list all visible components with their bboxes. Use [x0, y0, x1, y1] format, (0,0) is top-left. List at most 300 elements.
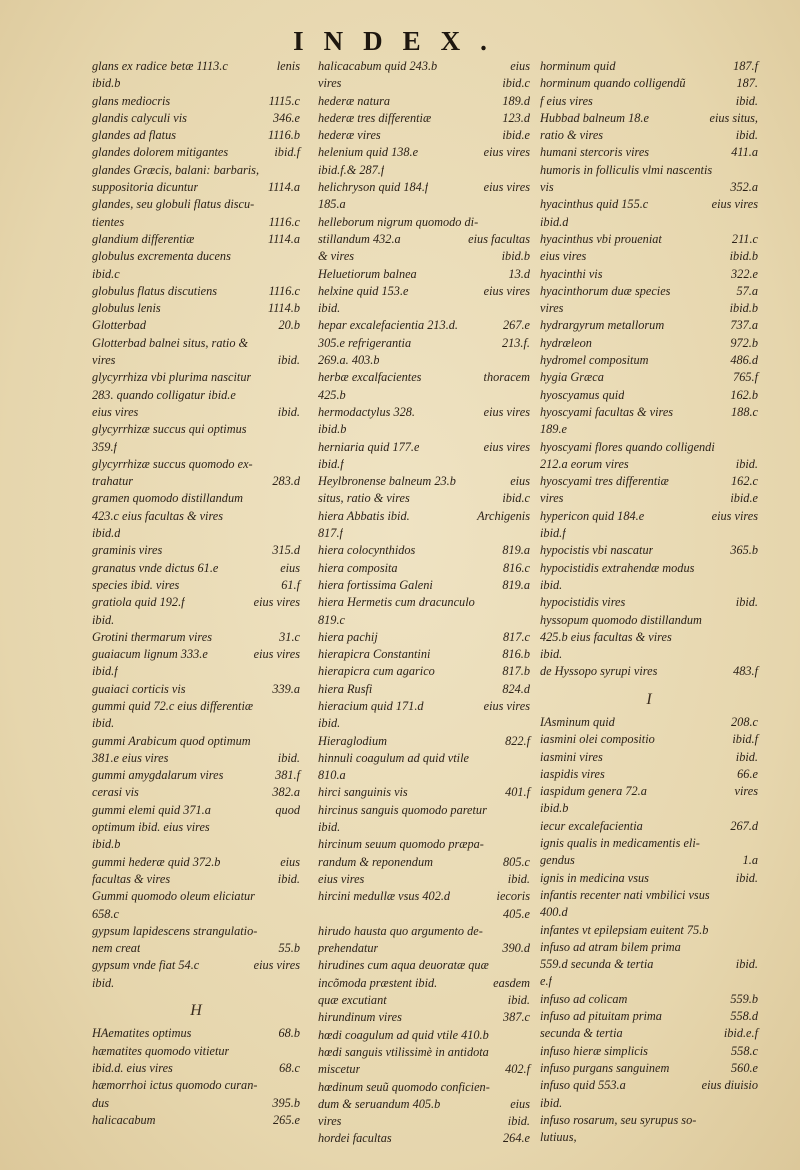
entry-text: ibid. [318, 820, 341, 835]
entry-text: ibid. [92, 716, 115, 731]
entry-text: gummi elemi quid 371.a [92, 802, 211, 817]
entry-reference: 387.c [503, 1010, 530, 1025]
index-entry [92, 715, 300, 732]
index-entry [92, 836, 300, 853]
index-entry [318, 819, 530, 836]
entry-text: 269.a. 403.b [318, 353, 380, 368]
entry-text: horminum quando colligendũ [540, 76, 686, 91]
entry-text: 305.e refrigerantia [318, 335, 412, 350]
entry-text: hyoscyami facultas & vires [540, 404, 674, 419]
entry-text: helichryson quid 184.f [318, 180, 429, 195]
entry-text: 425.b eius facultas & vires [540, 629, 672, 644]
index-entry [92, 335, 300, 352]
index-entry [318, 940, 530, 957]
index-entry [92, 144, 300, 161]
entry-reference: 1114.a [268, 231, 300, 246]
index-entry [318, 473, 530, 490]
index-entry [318, 317, 530, 334]
entry-text: ibid.b [92, 76, 121, 91]
entry-reference: 486.d [730, 353, 758, 368]
index-entry [318, 162, 530, 179]
index-entry [540, 231, 758, 248]
index-entry [92, 214, 300, 231]
entry-reference: ibid.c [502, 491, 530, 506]
index-entry [540, 144, 758, 161]
index-entry [540, 179, 758, 196]
entry-text: iaspidis vires [540, 766, 605, 781]
entry-text: hermodactylus 328. [318, 404, 415, 419]
entry-reference: ibid. [735, 957, 758, 972]
entry-text: 283. quando colligatur ibid.e [92, 387, 236, 402]
entry-text: IAsminum quid [540, 714, 615, 729]
entry-text: Glotterbad [92, 318, 146, 333]
entry-reference: 822.f [505, 733, 530, 748]
index-entry [92, 93, 300, 110]
entry-text: hypocistis vbi nascatur [540, 543, 654, 558]
index-entry [92, 456, 300, 473]
entry-text: hiera pachij [318, 629, 378, 644]
index-entry [92, 646, 300, 663]
index-entry [540, 335, 758, 352]
entry-reference: 1116.c [268, 283, 300, 298]
entry-reference: 187.f [733, 59, 758, 73]
entry-text: stillandum 432.a [318, 231, 401, 246]
index-entry [92, 698, 300, 715]
entry-text: hirundinum vires [318, 1010, 402, 1025]
index-entry [540, 612, 758, 629]
section-letter: H [190, 1002, 202, 1020]
entry-reference: ibid. [735, 128, 758, 143]
entry-text: hinnuli coagulum ad quid vtile [318, 750, 469, 765]
index-entry [92, 923, 300, 940]
index-entry [540, 1095, 758, 1112]
index-entry [318, 387, 530, 404]
index-entry [540, 1008, 758, 1025]
index-entry [92, 317, 300, 334]
entry-reference: 213.f. [501, 335, 530, 350]
entry-text: 212.a eorum vires [540, 456, 629, 471]
entry-reference: ibid. [735, 749, 758, 764]
index-entry [318, 681, 530, 698]
entry-text: dum & seruandum 405.b [318, 1096, 441, 1111]
entry-text: eius vires [318, 871, 365, 886]
entry-reference: ibid. [277, 750, 300, 765]
index-entry [92, 127, 300, 144]
index-entry [318, 127, 530, 144]
entry-text: 425.b [318, 387, 346, 402]
entry-reference: 339.a [272, 681, 300, 696]
entry-text: ibid.c [92, 266, 120, 281]
entry-text: secunda & tertia [540, 1026, 623, 1041]
entry-reference: 1114.b [268, 301, 300, 316]
entry-text: gummi hederæ quid 372.b [92, 854, 221, 869]
index-entry [92, 369, 300, 386]
index-entry [92, 560, 300, 577]
entry-text: glandes, seu globuli flatus discu- [92, 197, 255, 212]
entry-text: 189.e [540, 422, 567, 437]
entry-text: hederæ natura [318, 93, 391, 108]
entry-reference: 737.a [730, 318, 758, 333]
entry-text: eius vires [540, 249, 587, 264]
entry-reference: eius [510, 474, 530, 489]
entry-reference: eius vires [483, 404, 530, 419]
index-entry [318, 646, 530, 663]
index-entry [92, 629, 300, 646]
index-entry [318, 612, 530, 629]
entry-text: hepar excalefacientia 213.d. [318, 318, 459, 333]
entry-text: 810.a [318, 768, 346, 783]
entry-text: ibid.f.& 287.f [318, 162, 385, 177]
entry-text: ibid.f [540, 526, 566, 541]
entry-text: glans mediocris [92, 93, 171, 108]
index-entry [540, 93, 758, 110]
entry-text: iecur excalefacientia [540, 818, 643, 833]
index-entry [318, 335, 530, 352]
entry-text: glycyrrhizæ succus quomodo ex- [92, 456, 253, 471]
index-entry [92, 439, 300, 456]
index-entry [540, 714, 758, 731]
entry-text: hordei facultas [318, 1131, 392, 1146]
entry-reference: ibid.e.f [723, 1026, 758, 1041]
index-entry [540, 404, 758, 421]
entry-reference: ibid.b [501, 249, 530, 264]
entry-text: 359.f [92, 439, 117, 454]
index-entry [92, 663, 300, 680]
entry-text: hierapicra Constantini [318, 647, 431, 662]
entry-text: infuso purgans sanguinem [540, 1060, 670, 1075]
entry-text: facultas & vires [92, 871, 171, 886]
index-entry [318, 248, 530, 265]
index-entry [92, 1112, 300, 1129]
entry-text: ibid.d [540, 214, 569, 229]
entry-text: hyoscyami tres differentiæ [540, 474, 669, 489]
entry-text: Hubbad balneum 18.e [540, 110, 649, 125]
entry-reference: ibid.f [274, 145, 300, 160]
index-entry [318, 1130, 530, 1147]
index-entry [92, 490, 300, 507]
entry-text: cerasi vis [92, 785, 139, 800]
entry-reference: 1115.c [268, 93, 300, 108]
index-entry [92, 906, 300, 923]
entry-text: hœdi sanguis vtilissimè in antidota [318, 1044, 489, 1059]
index-column-2 [318, 58, 530, 1148]
entry-reference: vires [734, 784, 758, 799]
index-entry [540, 870, 758, 887]
entry-text: glandis calyculi vis [92, 110, 187, 125]
entry-reference: 805.c [503, 854, 530, 869]
index-entry [540, 800, 758, 817]
entry-reference: eius vires [483, 283, 530, 298]
entry-text: ibid. [318, 716, 341, 731]
entry-text: 819.c [318, 612, 345, 627]
index-column-3 [540, 58, 758, 1146]
index-entry [92, 75, 300, 92]
index-entry [318, 663, 530, 680]
entry-text: helleborum nigrum quomodo di- [318, 214, 479, 229]
index-entry [92, 975, 300, 992]
entry-reference: 322.e [731, 266, 758, 281]
entry-text: iaspidum genera 72.a [540, 784, 647, 799]
index-entry [540, 1025, 758, 1042]
index-entry [318, 1027, 530, 1044]
index-entry [540, 766, 758, 783]
index-entry [318, 214, 530, 231]
entry-text: halicacabum quid 243.b [318, 59, 438, 73]
index-entry [318, 1044, 530, 1061]
entry-text: 185.a [318, 197, 346, 212]
entry-text: glandes ad flatus [92, 128, 177, 143]
entry-text: HAematites optimus [92, 1026, 192, 1041]
entry-text: vires [540, 491, 564, 506]
entry-reference: 1116.b [268, 128, 300, 143]
index-entry [92, 404, 300, 421]
entry-text: hiera Rusfi [318, 681, 373, 696]
entry-text: Grotini thermarum vires [92, 629, 213, 644]
entry-reference: ibid.e [502, 128, 530, 143]
entry-text: infuso ad atram bilem prima [540, 939, 681, 954]
entry-text: hyoscyamus quid [540, 387, 625, 402]
index-column-1 [92, 58, 300, 1129]
index-entry [318, 629, 530, 646]
index-entry [318, 1096, 530, 1113]
entry-reference: eius situs, [709, 110, 758, 125]
entry-text: globulus excrementa ducens [92, 249, 231, 264]
index-entry [540, 317, 758, 334]
entry-reference: ibid.f [732, 732, 758, 747]
entry-text: miscetur [318, 1062, 361, 1077]
entry-text: granatus vnde dictus 61.e [92, 560, 219, 575]
entry-text: infuso quid 553.a [540, 1078, 626, 1093]
index-entry [318, 283, 530, 300]
entry-reference: 816.c [503, 560, 530, 575]
entry-text: infuso ad pituitam prima [540, 1009, 662, 1024]
entry-text: vires [92, 353, 116, 368]
entry-text: gummi amygdalarum vires [92, 768, 224, 783]
index-entry [318, 733, 530, 750]
entry-reference: ibid. [735, 870, 758, 885]
index-entry [540, 731, 758, 748]
index-entry [92, 300, 300, 317]
entry-reference: 188.c [731, 404, 758, 419]
entry-text: ibid.b [318, 422, 347, 437]
entry-text: Glotterbad balnei situs, ratio & [92, 335, 249, 350]
entry-text: hirci sanguinis vis [318, 785, 408, 800]
entry-reference: eius diuisio [701, 1078, 758, 1093]
entry-text: ignis in medicina vsus [540, 870, 649, 885]
index-entry [318, 1113, 530, 1130]
entry-text: hyacinthi vis [540, 266, 603, 281]
index-entry [318, 439, 530, 456]
entry-reference: eius vires [711, 508, 758, 523]
entry-reference: ibid. [507, 1114, 530, 1129]
entry-text: ibid. [92, 975, 115, 990]
index-entry [318, 179, 530, 196]
entry-reference: ibid.e [730, 491, 758, 506]
entry-reference: 819.a [502, 543, 530, 558]
index-entry [540, 387, 758, 404]
index-entry [92, 1077, 300, 1094]
entry-text: hierapicra cum agarico [318, 664, 435, 679]
index-entry [540, 369, 758, 386]
entry-text: ibid.b [92, 837, 121, 852]
entry-text: hiera colocynthidos [318, 543, 416, 558]
index-entry [318, 110, 530, 127]
index-entry [540, 490, 758, 507]
index-entry [318, 490, 530, 507]
entry-text: eius vires [92, 404, 139, 419]
index-entry [540, 196, 758, 213]
index-entry [92, 508, 300, 525]
index-entry [318, 1009, 530, 1026]
entry-text: optimum ibid. eius vires [92, 820, 210, 835]
entry-reference: ibid. [277, 404, 300, 419]
index-entry [540, 1077, 758, 1094]
entry-text: ibid.b [540, 801, 569, 816]
entry-text: glandes dolorem mitigantes [92, 145, 229, 160]
entry-text: gummi quid 72.c eius differentiæ [92, 698, 254, 713]
entry-reference: 68.b [278, 1026, 300, 1041]
entry-text: hiera Abbatis ibid. [318, 508, 410, 523]
entry-reference: eius vires [483, 145, 530, 160]
index-entry [540, 473, 758, 490]
index-entry [92, 871, 300, 888]
index-entry [92, 110, 300, 127]
entry-text: species ibid. vires [92, 577, 180, 592]
index-entry [540, 283, 758, 300]
entry-text: iasmini olei compositio [540, 732, 655, 747]
entry-text: gypsum vnde fiat 54.c [92, 958, 200, 973]
index-entry [92, 681, 300, 698]
index-entry [92, 1043, 300, 1060]
index-entry [318, 75, 530, 92]
entry-reference: eius [280, 854, 300, 869]
entry-text: vires [318, 76, 342, 91]
index-entry [540, 887, 758, 904]
index-entry [540, 266, 758, 283]
entry-text: gypsum lapidescens strangulatio- [92, 923, 258, 938]
entry-text: & vires [318, 249, 355, 264]
index-entry [92, 162, 300, 179]
entry-text: infuso ad colicam [540, 991, 628, 1006]
entry-text: hiera fortissima Galeni [318, 577, 433, 592]
entry-reference: eius vires [253, 595, 300, 610]
index-entry [92, 1025, 300, 1042]
entry-text: hiera composita [318, 560, 398, 575]
entry-text: ibid. [318, 301, 341, 316]
entry-text: infantes vt epilepsiam euitent 75.b [540, 922, 709, 937]
entry-text: Hieraglodium [318, 733, 387, 748]
entry-reference: easdem [493, 975, 530, 990]
entry-text: ibid.f [92, 664, 118, 679]
index-entry [92, 957, 300, 974]
entry-reference: 817.c [503, 629, 530, 644]
entry-text: 817.f [318, 526, 343, 541]
entry-text: vis [540, 180, 554, 195]
entry-reference: ibid. [507, 871, 530, 886]
entry-text: Heluetiorum balnea [318, 266, 417, 281]
entry-text: tientes [92, 214, 125, 229]
entry-text: guaiaci corticis vis [92, 681, 186, 696]
entry-text: ibid. [540, 1095, 563, 1110]
entry-text: randum & reponendum [318, 854, 433, 869]
index-entry [540, 1129, 758, 1146]
index-entry [540, 1112, 758, 1129]
entry-text: hyacinthus quid 155.c [540, 197, 649, 212]
entry-reference: 66.e [737, 766, 758, 781]
index-entry [540, 922, 758, 939]
entry-text: gratiola quid 192.f [92, 595, 185, 610]
entry-reference: 31.c [279, 629, 300, 644]
index-entry [540, 939, 758, 956]
entry-text: ibid.d. eius vires [92, 1060, 173, 1075]
entry-text: ibid.d [92, 526, 121, 541]
entry-text: hydromel compositum [540, 353, 649, 368]
index-entry [540, 835, 758, 852]
page-header: INDEX. [293, 26, 507, 56]
entry-text: hydræleon [540, 335, 592, 350]
entry-text: gramen quomodo distillandum [92, 491, 243, 506]
index-entry [540, 439, 758, 456]
index-entry [318, 836, 530, 853]
entry-text: hyoscyami flores quando colligendi [540, 439, 715, 454]
entry-text: quæ excutiant [318, 993, 387, 1008]
index-entry [540, 1060, 758, 1077]
entry-text: ignis qualis in medicamentis eli- [540, 836, 700, 851]
entry-reference: 189.d [502, 93, 530, 108]
index-entry [540, 991, 758, 1008]
entry-text: situs, ratio & vires [318, 491, 410, 506]
entry-reference: 315.d [272, 543, 300, 558]
entry-reference: ibid. [277, 353, 300, 368]
entry-text: e.f [540, 974, 552, 989]
index-entry [92, 542, 300, 559]
entry-text: halicacabum [92, 1112, 156, 1127]
index-entry [540, 127, 758, 144]
entry-reference: 1114.a [268, 180, 300, 195]
entry-text: Heylbronense balneum 23.b [318, 474, 456, 489]
entry-reference: Archigenis [477, 508, 530, 523]
entry-text: 559.d secunda & tertia [540, 957, 654, 972]
entry-reference: 13.d [508, 266, 530, 281]
index-entry [318, 300, 530, 317]
entry-text: horminum quid [540, 59, 616, 73]
entry-reference: 402.f [505, 1062, 530, 1077]
entry-text: vires [318, 1114, 342, 1129]
entry-text: glandes Græcis, balani: barbaris, [92, 162, 260, 177]
index-entry [540, 110, 758, 127]
entry-reference: eius vires [483, 180, 530, 195]
index-entry [540, 508, 758, 525]
entry-text: lutiuus, [540, 1130, 577, 1145]
index-entry [92, 802, 300, 819]
entry-reference: 972.b [730, 335, 758, 350]
entry-text: hypocistidis vires [540, 595, 626, 610]
entry-reference: 187. [736, 76, 758, 91]
entry-reference: ibid. [277, 871, 300, 886]
index-entry [540, 214, 758, 231]
entry-reference: eius [510, 1096, 530, 1111]
index-entry [318, 542, 530, 559]
index-entry [540, 352, 758, 369]
index-entry [318, 784, 530, 801]
entry-reference: eius vires [253, 958, 300, 973]
index-entry [318, 750, 530, 767]
entry-text: humoris in folliculis vlmi nascentis [540, 162, 713, 177]
index-entry [92, 819, 300, 836]
entry-reference: ibid. [735, 456, 758, 471]
index-entry [318, 266, 530, 283]
entry-text: guaiacum lignum 333.e [92, 647, 208, 662]
